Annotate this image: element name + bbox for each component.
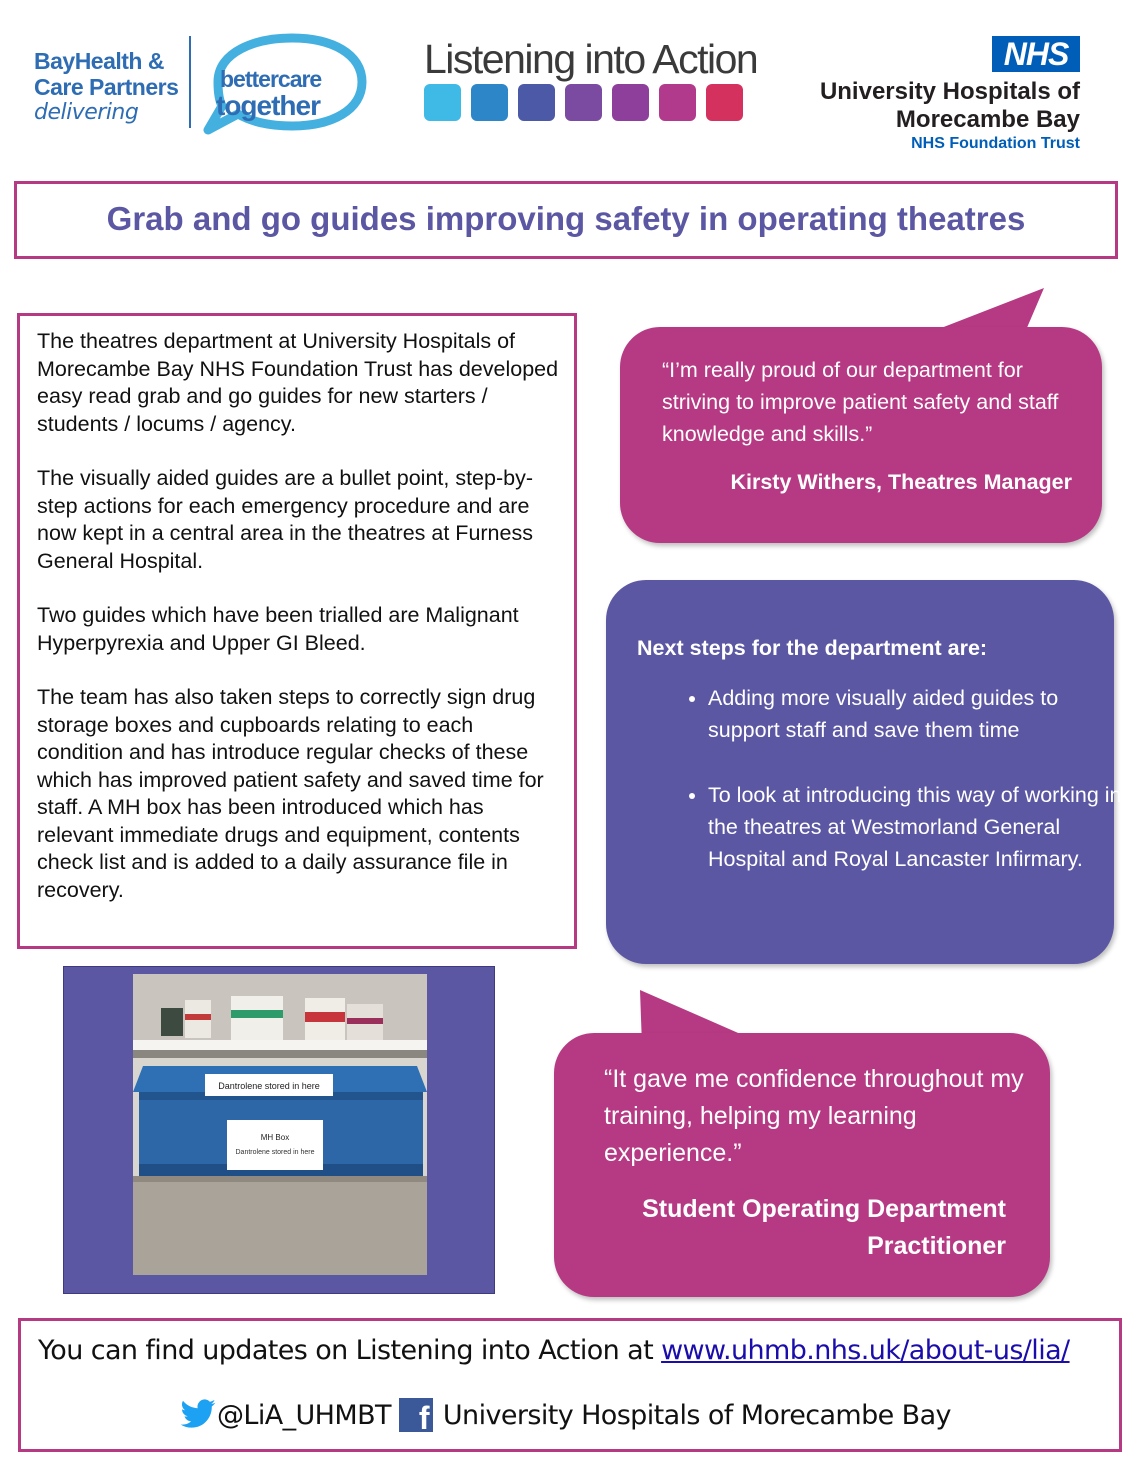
title-box — [14, 181, 1118, 259]
footer-box — [18, 1318, 1122, 1452]
nhs-trust-line-3: NHS Foundation Trust — [911, 135, 1080, 152]
quote-bubble-manager — [620, 327, 1102, 543]
footer-updates-line — [38, 1335, 1070, 1366]
lia-website-link[interactable]: www.uhmb.nhs.uk/about-us/lia/ — [661, 1335, 1070, 1366]
footer-updates-text: You can find updates on Listening into Action at — [38, 1335, 662, 1366]
nhs-trust-line-2: Morecambe Bay — [895, 106, 1080, 133]
next-steps-box — [606, 580, 1122, 964]
lia-color-squares — [424, 84, 743, 121]
page-title: Grab and go guides improving safety in operating theatres — [106, 200, 1026, 237]
lia-square — [471, 84, 508, 121]
bayhealth-logo — [34, 30, 354, 140]
quote1-text — [662, 354, 1082, 450]
quote-bubble-student — [554, 1033, 1050, 1297]
photo-label-box-title: MH Box — [260, 1133, 290, 1142]
bct-line-1: bettercare — [220, 66, 322, 92]
photo-label-box-sub: Dantrolene stored in here — [235, 1149, 315, 1156]
nhs-logo — [790, 36, 1090, 156]
quote1-text-first-line: “I’m really proud of our department for — [662, 358, 1023, 382]
body-text-box — [17, 313, 577, 949]
quote2-author: Student Operating Department Practitioner — [642, 1195, 1006, 1260]
nhs-badge: NHS — [992, 36, 1080, 72]
photo-frame — [63, 966, 495, 1294]
lia-square — [659, 84, 696, 121]
bhcp-line-2: Care Partners — [34, 74, 179, 100]
twitter-handle[interactable]: @LiA_UHMBT — [217, 1399, 391, 1431]
logo-divider — [189, 36, 191, 128]
list-item: • Adding more visually aided guides to support staff and save them time — [708, 682, 1128, 746]
listening-into-action-logo — [420, 36, 758, 136]
lia-square — [612, 84, 649, 121]
lia-square — [424, 84, 461, 121]
nhs-trust-line-1: University Hospitals of — [819, 78, 1080, 105]
body-paragraph-1: The theatres department at University Hospitals of Morecambe Bay NHS Foundation Trust has developed easy read grab and go guides for new starters / students / locums / agency. — [37, 329, 559, 436]
facebook-icon[interactable]: f — [399, 1398, 433, 1432]
body-paragraph-4: The team has also taken steps to correctly sign drug storage boxes and cupboards relating to each condition and has introduce regular checks of these which has improved patient safety and saved time for staff. A MH box has been introduced which has relevant immediate drugs and equipment, contents check list and is added to a daily assurance file in recovery. — [37, 685, 544, 902]
next-steps-list — [670, 682, 1128, 908]
drug-storage-photo — [133, 974, 427, 1275]
quote1-author: Kirsty Withers, Theatres Manager — [730, 470, 1072, 494]
lia-square — [706, 84, 743, 121]
bhcp-line-3: delivering — [34, 100, 139, 125]
lia-square — [565, 84, 602, 121]
lia-title: Listening into Action — [424, 36, 758, 82]
body-paragraph-2: The visually aided guides are a bullet point, step-by-step actions for each emergency procedure and are now kept in a central area in the theatres at Furness General Hospital. — [37, 466, 533, 573]
bct-line-2: together — [216, 90, 320, 121]
next-steps-heading: Next steps for the department are: — [637, 636, 988, 660]
body-paragraph-3: Two guides which have been trialled are Malignant Hyperpyrexia and Upper GI Bleed. — [37, 603, 519, 655]
quote2-text: “It gave me confidence throughout my training, helping my learning experience.” — [604, 1065, 1024, 1167]
footer-social-line — [179, 1395, 951, 1435]
bhcp-line-1: BayHealth & — [34, 48, 164, 74]
photo-label-dantrolene: Dantrolene stored in here — [218, 1081, 320, 1091]
quote1-text-rest: striving to improve patient safety and staff knowledge and skills.” — [662, 390, 1059, 446]
list-item: • To look at introducing this way of working in the theatres at Westmorland General Hospital and Royal Lancaster Infirmary. — [708, 779, 1128, 875]
lia-square — [518, 84, 555, 121]
twitter-icon[interactable] — [179, 1399, 217, 1431]
facebook-page-name[interactable]: University Hospitals of Morecambe Bay — [442, 1399, 951, 1431]
